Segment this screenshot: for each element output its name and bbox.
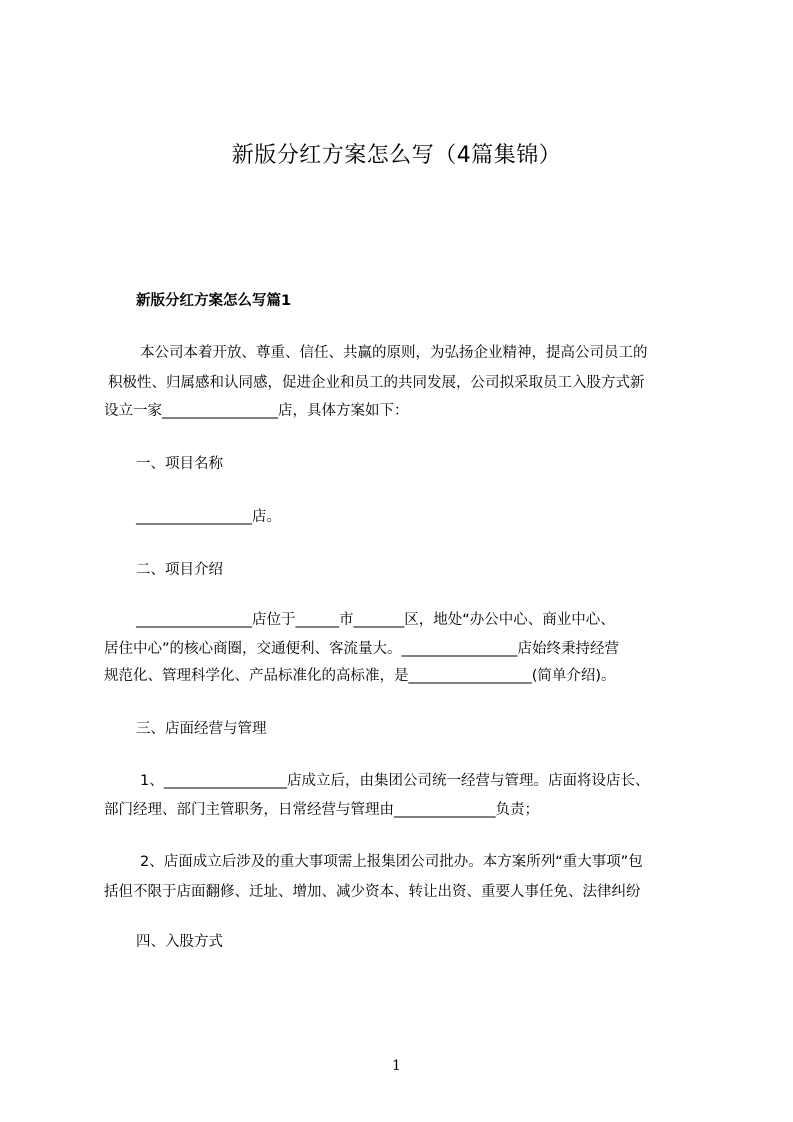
item3-para2-line-1: 2、店面成立后涉及的重大事项需上报集团公司批办。本方案所列“重大事项”包 [140,854,643,870]
item3-para2-line-2: 括但不限于店面翻修、迁址、增加、减少资本、转让出资、重要人事任免、法律纠纷 [104,884,641,900]
intro-line-2: 积极性、归属感和认同感，促进企业和员工的共同发展，公司拟采取员工入股方式新 [108,375,645,391]
item2-heading: 二、项目介绍 [136,562,223,578]
item3-para1-line-2: 部门经理、部门主管职务，日常经营与管理由______________负责； [104,802,539,818]
item3-heading: 三、店面经营与管理 [136,721,267,737]
intro-line-3: 设立一家________________店，具体方案如下： [104,403,409,419]
intro-line-1: 本公司本着开放、尊重、信任、共赢的原则，为弘扬企业精神，提高公司员工的 [140,345,648,361]
section-heading: 新版分红方案怎么写篇1 [136,293,292,309]
item4-heading: 四、入股方式 [136,934,223,950]
document-title: 新版分红方案怎么写（4篇集锦） [231,143,562,168]
item2-line-1: ________________店位于______市_______区，地处“办公中心、商业中心、 [136,612,615,628]
item3-para1-line-1: 1、_________________店成立后，由集团公司统一经营与管理。店面将设店长、 [140,773,650,789]
item1-heading: 一、项目名称 [136,456,223,472]
item2-line-3: 规范化、管理科学化、产品标准化的高标准，是_________________(简单介绍)。 [104,668,616,684]
item2-line-2: 居住中心”的核心商圈，交通便利、客流量大。________________店始终秉持经营 [104,641,620,657]
page-number: 1 [392,1058,401,1074]
item1-text: ________________店。 [136,509,281,525]
